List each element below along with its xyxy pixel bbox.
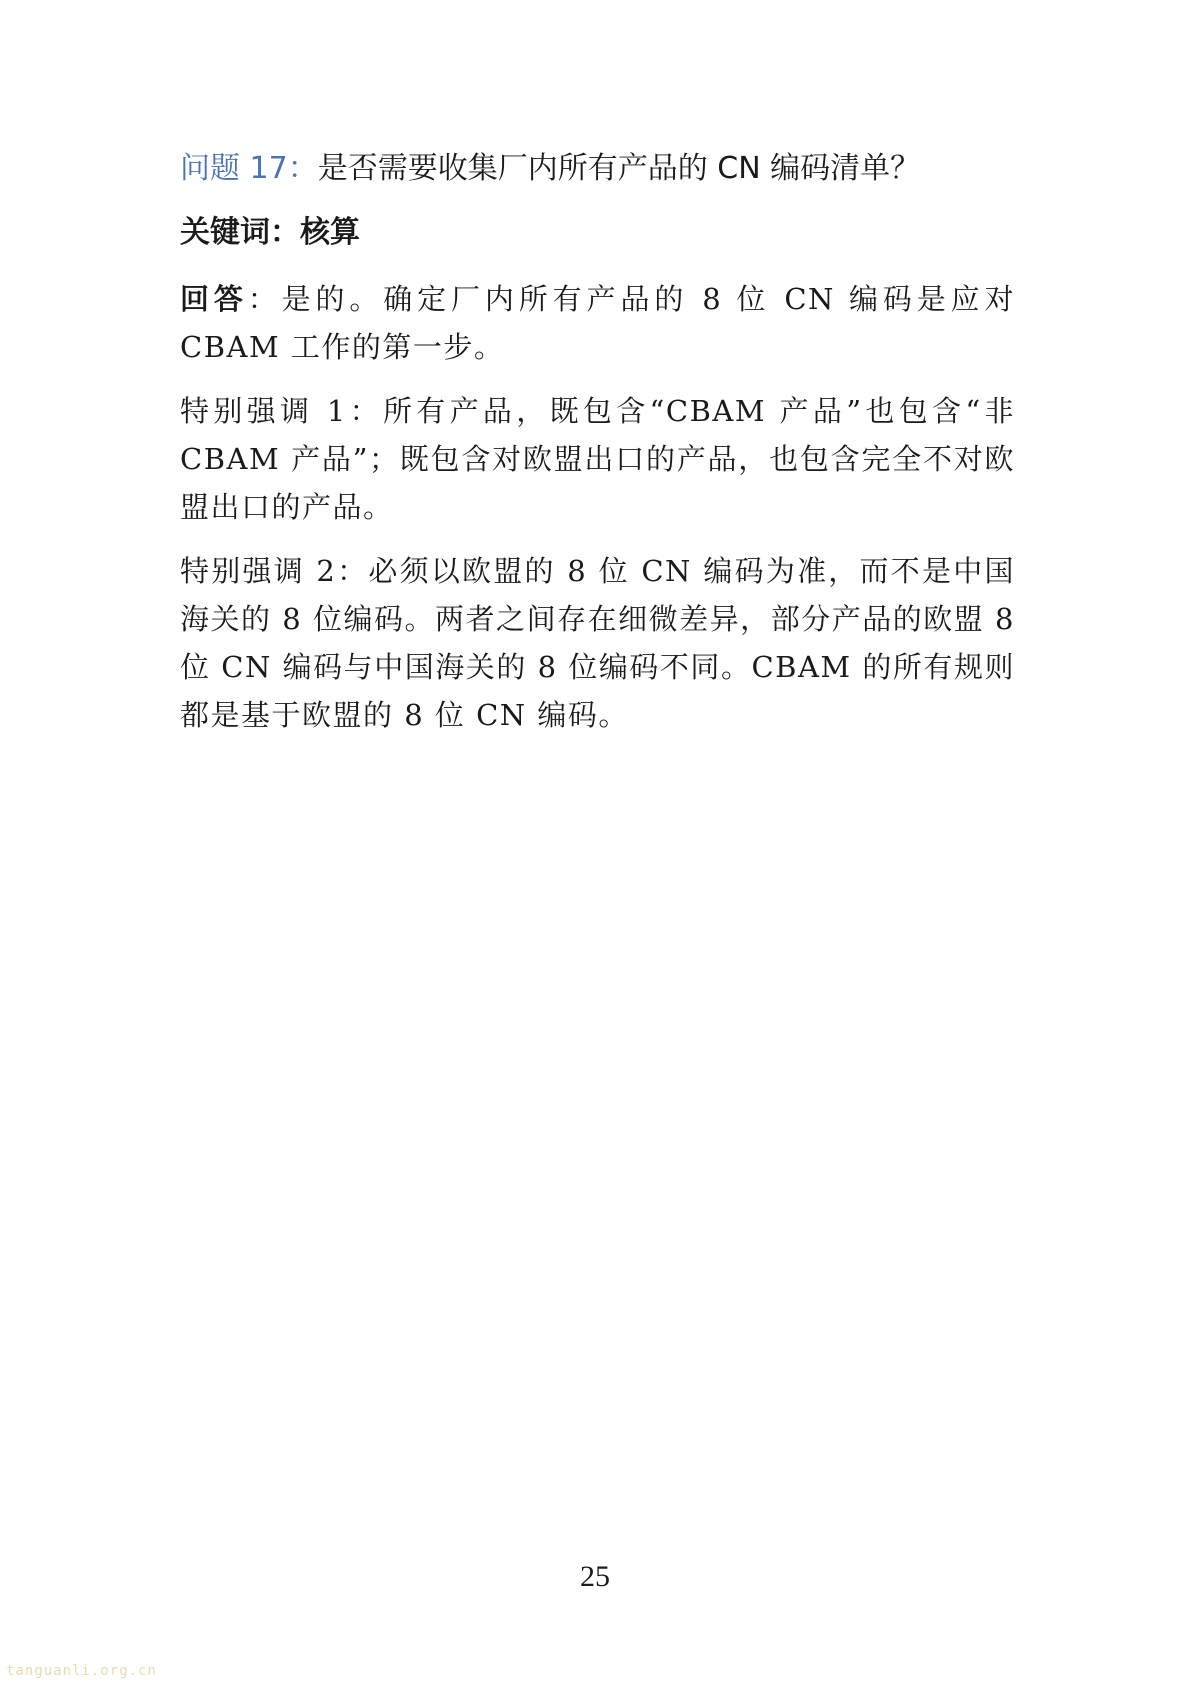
answer-colon: ： xyxy=(247,282,282,316)
page-content xyxy=(180,145,1015,755)
keywords-colon: ： xyxy=(270,215,300,250)
keywords-line xyxy=(180,209,1015,257)
emphasis-2-paragraph: 特别强调 2：必须以欧盟的 8 位 CN 编码为准，而不是中国海关的 8 位编码。两者之间存在细微差异，部分产品的欧盟 8 位 CN 编码与中国海关的 8 位编码不同。CBAM 的所有规则都是基于欧盟的 8 位 CN 编码。 xyxy=(180,554,1015,732)
emphasis-1-paragraph: 特别强调 1：所有产品，既包含“CBAM 产品”也包含“非 CBAM 产品”；既包含对欧盟出口的产品，也包含完全不对欧盟出口的产品。 xyxy=(180,394,1015,524)
question-heading xyxy=(180,145,1015,193)
answer-paragraph xyxy=(180,275,1015,371)
question-text: 是否需要收集厂内所有产品的 CN 编码清单？ xyxy=(317,151,921,186)
keywords-label: 关键词 xyxy=(180,215,270,250)
answer-text: 是的。确定厂内所有产品的 8 位 CN 编码是应对 CBAM 工作的第一步。 xyxy=(180,282,1015,364)
question-colon: ： xyxy=(287,151,318,186)
page-number: 25 xyxy=(580,1560,610,1593)
answer-label: 回答 xyxy=(180,282,248,316)
question-label: 问题 17 xyxy=(180,151,288,186)
keywords-value: 核算 xyxy=(300,215,360,250)
watermark: tanguanli.org.cn xyxy=(6,1663,157,1679)
